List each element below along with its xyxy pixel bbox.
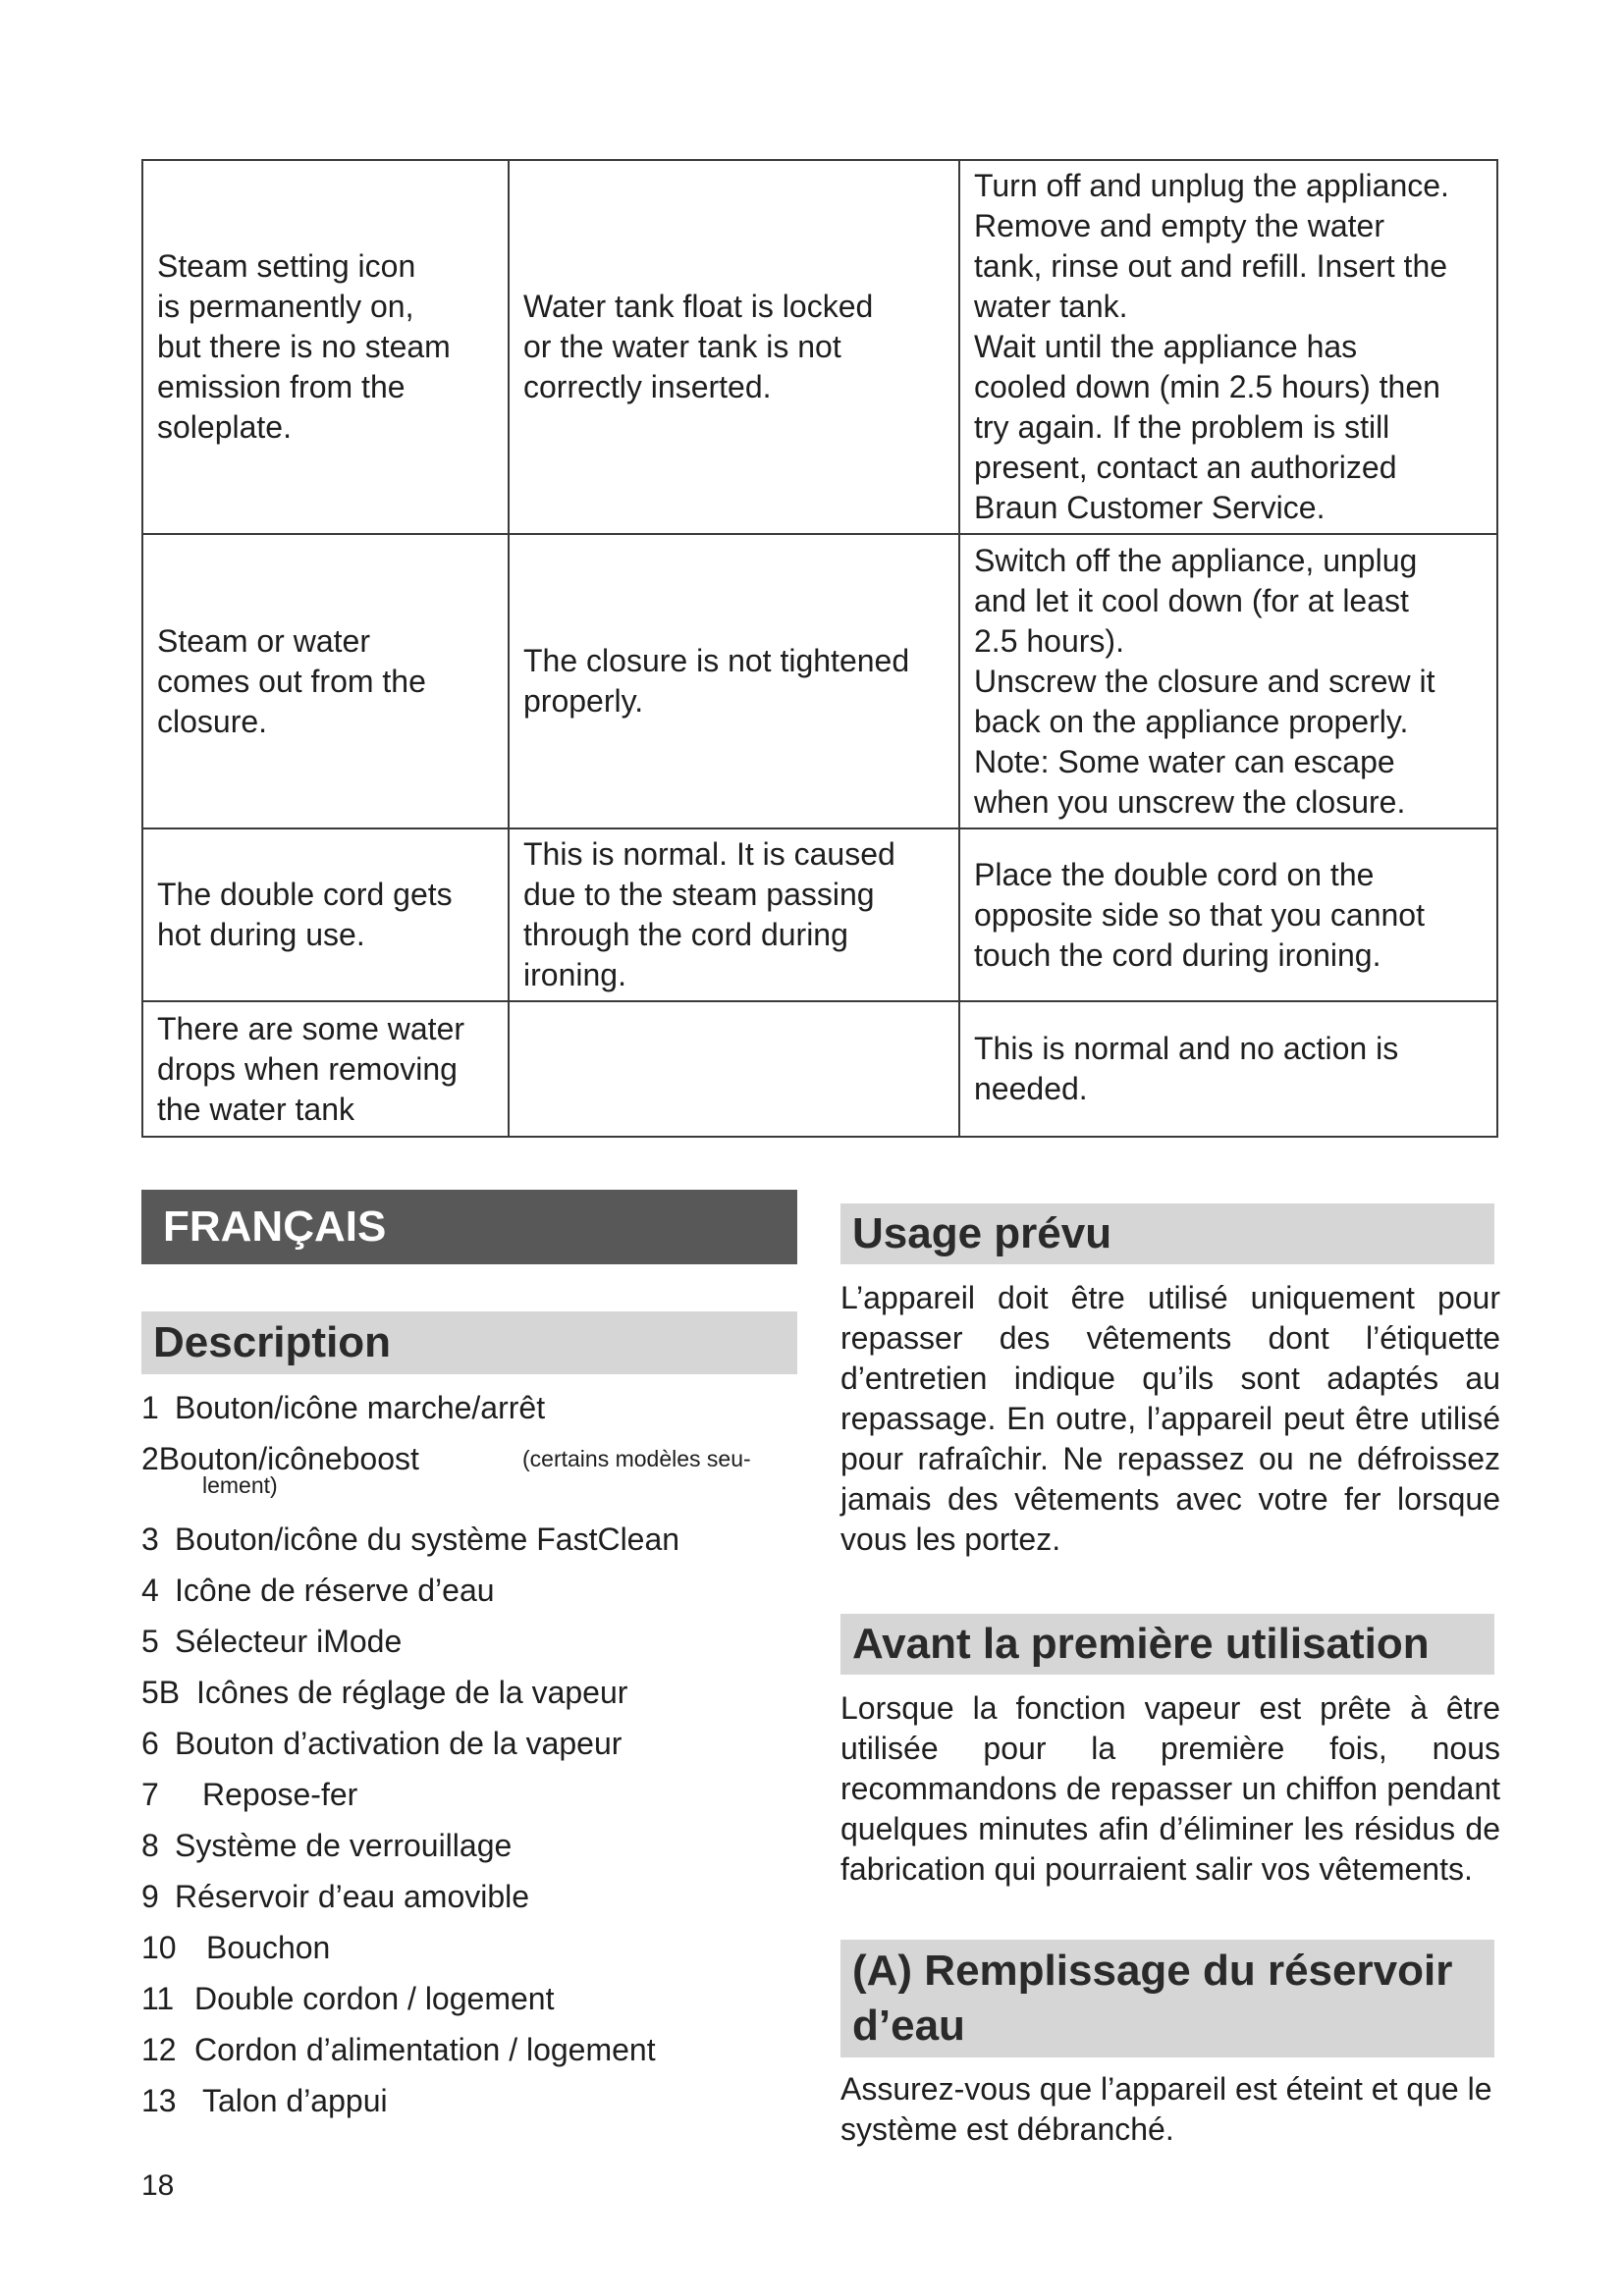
solution-cell: This is normal and no action is needed. [959, 1001, 1497, 1137]
list-item: 4 Icône de réserve d’eau [141, 1573, 495, 1608]
problem-cell: Steam or water comes out from the closure. [142, 534, 509, 828]
note-text: (certains modèles seu- [522, 1446, 751, 1471]
solution-cell: Place the double cord on the opposite side so that you cannot touch the cord during ironing. [959, 828, 1497, 1001]
list-item: 6 Bouton d’activation de la vapeur [141, 1726, 623, 1761]
list-item-continuation: lement) [202, 1472, 278, 1498]
cause-cell: The closure is not tightened properly. [509, 534, 959, 828]
list-item: 3 Bouton/icône du système FastClean [141, 1522, 680, 1557]
table-row [142, 160, 1497, 534]
list-item: 8 Système de verrouillage [141, 1828, 513, 1863]
description-list [141, 1384, 809, 2128]
cause-cell [509, 1001, 959, 1137]
first-use-heading: Avant la première utilisation [840, 1614, 1494, 1675]
problem-cell: There are some water drops when removing the water tank [142, 1001, 509, 1137]
filling-text: Assurez-vous que l’appareil est éteint et que le système est débranché. [840, 2071, 1492, 2147]
list-item: 2Bouton/icôneboost (certains modèles seu- [141, 1435, 809, 1470]
solution-cell: Turn off and unplug the appliance. Remove and empty the water tank, rinse out and refill. Insert the water tank. Wait until the appliance has cooled down (min 2.5 hours) then try again. If the problem is still present, contact an authorized Braun Customer Service. [959, 160, 1497, 534]
usage-text: L’appareil doit être utilisé uniquement pour repasser des vêtements dont l’étiquette d’entretien indique qu’ils sont adaptés au repassage. En outre, l’appareil peut être utilisé pour rafraîchir. Ne repassez ou ne défroissez jamais des vêtements avec votre fer lorsque vous les portez. [840, 1280, 1500, 1557]
list-item: 12 Cordon d’alimentation / logement [141, 2032, 656, 2067]
problem-cell: Steam setting icon is permanently on, but there is no steam emission from the soleplate. [142, 160, 509, 534]
solution-cell: Switch off the appliance, unplug and let it cool down (for at least 2.5 hours). Unscrew the closure and screw it back on the appliance properly. Note: Some water can escape when you unscrew the closure. [959, 534, 1497, 828]
table-row [142, 534, 1497, 828]
cause-cell: This is normal. It is caused due to the steam passing through the cord during ironing. [509, 828, 959, 1001]
description-heading: Description [141, 1311, 797, 1374]
page-number: 18 [141, 2169, 175, 2202]
table-row [142, 1001, 1497, 1137]
list-item: 9 Réservoir d’eau amovible [141, 1879, 530, 1914]
list-item: 5B Icônes de réglage de la vapeur [141, 1675, 628, 1710]
list-item: 11 Double cordon / logement [141, 1981, 555, 2016]
first-use-text: Lorsque la fonction vapeur est prête à être utilisée pour la première fois, nous recommandons de repasser un chiffon pendant quelques minutes afin d’éliminer les résidus de fabrication qui pourraient salir vos vêtements. [840, 1690, 1500, 1887]
usage-heading: Usage prévu [840, 1203, 1494, 1264]
list-item: 1 Bouton/icône marche/arrêt [141, 1390, 546, 1425]
filling-heading: (A) Remplissage du réservoir d’eau [840, 1940, 1494, 2057]
list-item: 10 Bouchon [141, 1930, 331, 1965]
list-item: 13 Talon d’appui [141, 2083, 388, 2118]
cause-cell: Water tank float is locked or the water tank is not correctly inserted. [509, 160, 959, 534]
table-row [142, 828, 1497, 1001]
list-item: 5 Sélecteur iMode [141, 1624, 403, 1659]
troubleshooting-table [141, 159, 1498, 1138]
language-banner: FRANÇAIS [141, 1190, 797, 1264]
problem-cell: The double cord gets hot during use. [142, 828, 509, 1001]
list-item: 7 Repose-fer [141, 1777, 358, 1812]
